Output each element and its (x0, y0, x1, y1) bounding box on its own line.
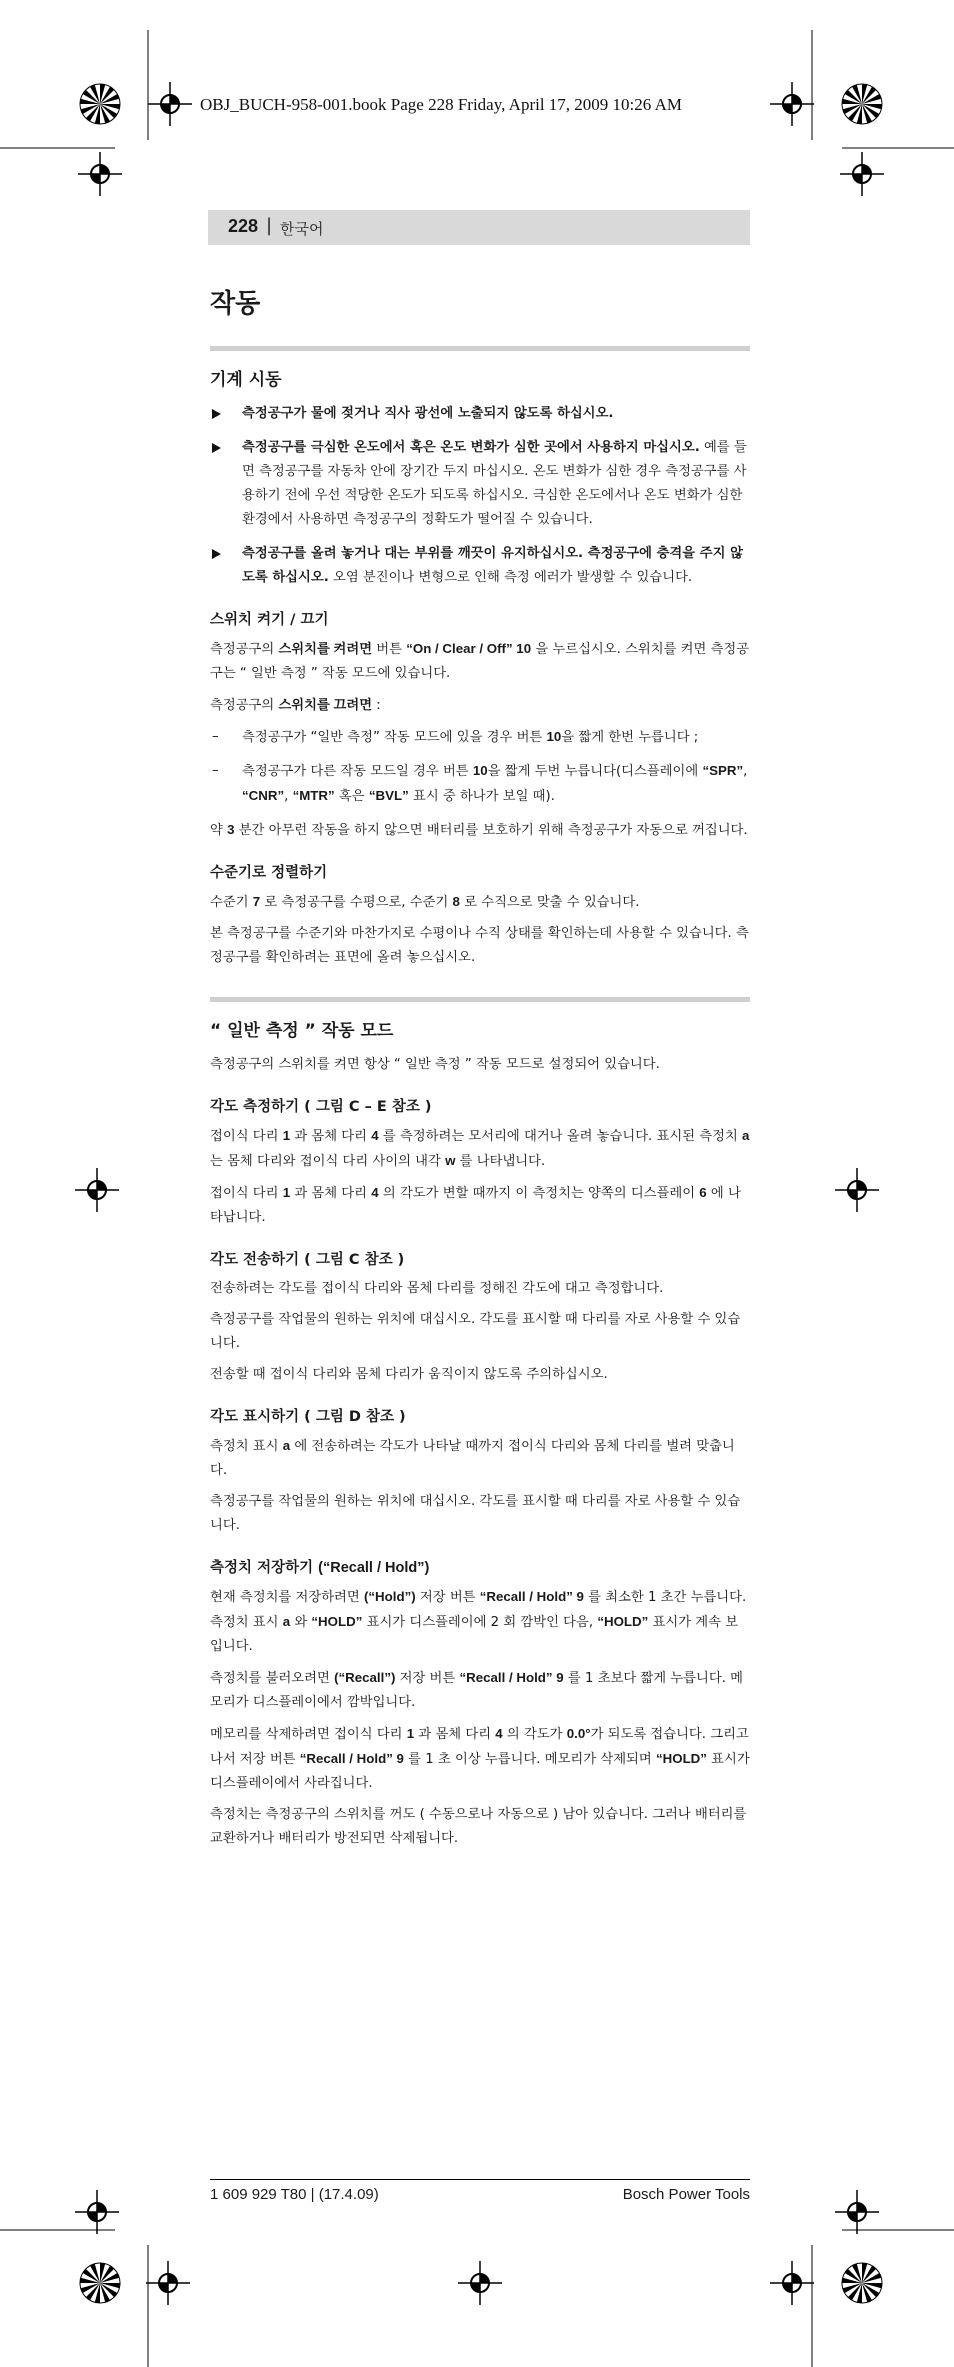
section-rule (210, 997, 750, 1002)
dash-item: – 측정공구가 다른 작동 모드일 경우 버튼 10을 짧게 두번 누릅니다(디스플레이에 “SPR”, “CNR”, “MTR” 혹은 “BVL” 표시 중 하나가 보일 때). (212, 763, 748, 804)
footer-brand: Bosch Power Tools (622, 2186, 750, 2203)
paragraph: 측정치를 불러오려면 (“Recall”) 저장 버튼 “Recall / Hold” 9 를 1 초보다 짧게 누릅니다. 메모리가 디스플레이에서 깜박입니다. (210, 1670, 743, 1710)
paragraph: 접이식 다리 1 과 몸체 다리 4 의 각도가 변할 때까지 이 측정치는 양쪽의 디스플레이 6 에 나타납니다. (210, 1185, 741, 1225)
paragraph: 측정공구의 스위치를 켜려면 버튼 “On / Clear / Off” 10 을 누르십시오. 스위치를 켜면 측정공구는 “ 일반 측정 ” 작동 모드에 있습니다. (210, 641, 750, 681)
section-heading-normal-mode: “ 일반 측정 ” 작동 모드 (210, 1021, 394, 1041)
subheading-recall-hold: 측정치 저장하기 (“Recall / Hold”) (210, 1560, 430, 1576)
paragraph: 본 측정공구를 수준기와 마찬가지로 수평이나 수직 상태를 확인하는데 사용할 수 있습니다. 측정공구를 확인하려는 표면에 올려 놓으십시오. (210, 926, 749, 965)
paragraph: 약 3 분간 아무런 작동을 하지 않으면 배터리를 보호하기 위해 측정공구가 자동으로 꺼집니다. (210, 822, 748, 838)
bullet-item: 측정공구를 극심한 온도에서 혹은 온도 변화가 심한 곳에서 사용하지 마십시오. 예를 들면 측정공구를 자동차 안에 장기간 두지 마십시오. 온도 변화가 심한 경우 측정공구를 사용하기 전에 우선 적당한 온도가 되도록 하십시오. 극심한 온도에서나 온도 변화가 심한 환경에서 사용하면 측정공구의 정확도가 떨어질 수 있습니다. (210, 436, 750, 532)
footer-doc-number: 1 609 929 T80 | (17.4.09) (210, 2186, 379, 2203)
footer-rule (210, 2179, 750, 2180)
paragraph: 접이식 다리 1 과 몸체 다리 4 를 측정하려는 모서리에 대거나 올려 놓습니다. 표시된 측정치 a 는 몸체 다리와 접이식 다리 사이의 내각 w 를 나타냅니다. (210, 1128, 750, 1169)
print-slug: OBJ_BUCH-958-001.book Page 228 Friday, April 17, 2009 10:26 AM (200, 95, 682, 114)
page-content (210, 275, 750, 1858)
page-title: 작동 (210, 289, 261, 319)
subheading-transfer-angle: 각도 전송하기 ( 그림 C 참조 ) (210, 1252, 405, 1268)
section-rule (210, 346, 750, 351)
subheading-measure-angle: 각도 측정하기 ( 그림 C – E 참조 ) (210, 1099, 432, 1115)
subheading-power: 스위치 켜기 / 끄기 (210, 612, 329, 628)
dash-item: – 측정공구가 “일반 측정” 작동 모드에 있을 경우 버튼 10을 짧게 한번 누릅니다 ; (212, 729, 699, 745)
bullet-triangle-icon (212, 443, 221, 453)
subheading-level: 수준기로 정렬하기 (210, 865, 328, 881)
paragraph: 현재 측정치를 저장하려면 (“Hold”) 저장 버튼 “Recall / Hold” 9 를 최소한 1 초간 누릅니다. 측정치 표시 a 와 “HOLD” 표시가 디스플레이에 2 회 깜박인 다음, “HOLD” 표시가 계속 보입니다. (210, 1589, 747, 1654)
header-language: 한국어 (280, 220, 324, 238)
header-separator: | (266, 215, 273, 236)
paragraph: 전송하려는 각도를 접이식 다리와 몸체 다리를 정해진 각도에 대고 측정합니다. (210, 1281, 664, 1296)
bullet-item: 측정공구가 물에 젖거나 직사 광선에 노출되지 않도록 하십시오. (210, 402, 750, 426)
bullet-triangle-icon (212, 549, 221, 559)
paragraph: 측정공구의 스위치를 끄려면 : (210, 697, 381, 713)
paragraph: 측정공구를 작업물의 원하는 위치에 대십시오. 각도를 표시할 때 다리를 자로 사용할 수 있습니다. (210, 1312, 741, 1351)
bullet-item: 측정공구를 올려 놓거나 대는 부위를 깨끗이 유지하십시오. 측정공구에 충격을 주지 않도록 하십시오. 오염 분진이나 변형으로 인해 측정 에러가 발생할 수 있습니다. (210, 542, 750, 590)
subheading-mark-angle: 각도 표시하기 ( 그림 D 참조 ) (210, 1409, 406, 1425)
paragraph: 전송할 때 접이식 다리와 몸체 다리가 움직이지 않도록 주의하십시오. (210, 1367, 608, 1382)
section-heading-startup: 기계 시동 (210, 370, 282, 390)
paragraph: 측정치 표시 a 에 전송하려는 각도가 나타날 때까지 접이식 다리와 몸체 다리를 벌려 맞춥니다. (210, 1438, 735, 1478)
paragraph: 수준기 7 로 측정공구를 수평으로, 수준기 8 로 수직으로 맞출 수 있습니다. (210, 894, 640, 910)
paragraph: 측정공구의 스위치를 켜면 항상 “ 일반 측정 ” 작동 모드로 설정되어 있습니다. (210, 1057, 660, 1072)
paragraph: 측정공구를 작업물의 원하는 위치에 대십시오. 각도를 표시할 때 다리를 자로 사용할 수 있습니다. (210, 1494, 741, 1533)
page-header-bar (208, 210, 750, 245)
bullet-triangle-icon (212, 409, 221, 419)
page-number: 228 (228, 216, 259, 236)
paragraph: 메모리를 삭제하려면 접이식 다리 1 과 몸체 다리 4 의 각도가 0.0°가 되도록 접습니다. 그리고 나서 저장 버튼 “Recall / Hold” 9 를 1 초 이상 누릅니다. 메모리가 삭제되며 “HOLD” 표시가 디스플레이에서 사라집니다. (210, 1726, 750, 1791)
paragraph: 측정치는 측정공구의 스위치를 꺼도 ( 수동으로나 자동으로 ) 남아 있습니다. 그러나 배터리를 교환하거나 배터리가 방전되면 삭제됩니다. (210, 1807, 747, 1846)
